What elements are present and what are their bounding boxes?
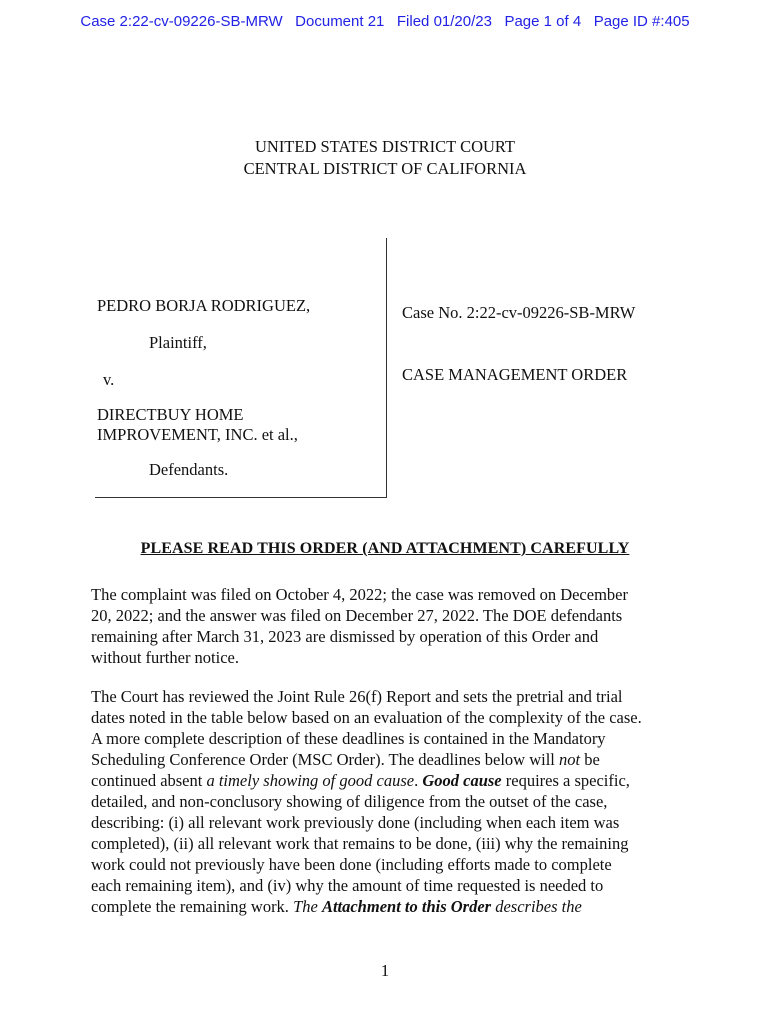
versus-label: v.	[103, 370, 115, 389]
paragraph-line: A more complete description of these deadlines is contained in the Mandatory	[91, 729, 606, 748]
paragraph-line: describing: (i) all relevant work previously done (including when each item was	[91, 813, 620, 832]
text-run: continued absent	[91, 771, 207, 790]
emphasis-timely-showing: a timely showing of good cause	[206, 771, 415, 790]
emphasis-attachment: Attachment to this Order	[321, 897, 492, 916]
emphasis-good-cause: Good cause	[422, 771, 502, 790]
caption-bottom-rule	[95, 497, 387, 498]
defendant-name-line-2: IMPROVEMENT, INC. et al.,	[97, 425, 298, 444]
defendant-role: Defendants.	[149, 460, 229, 479]
paragraph-line	[91, 896, 691, 917]
paragraph-procedural-history	[91, 584, 691, 668]
text-run: Scheduling Conference Order (MSC Order). The deadlines below will	[91, 750, 559, 769]
text-run: be	[580, 750, 600, 769]
paragraph-line: remaining after March 31, 2023 are dismissed by operation of this Order and	[91, 627, 599, 646]
paragraph-line: 20, 2022; and the answer was filed on December 27, 2022. The DOE defendants	[91, 606, 623, 625]
page-number: 1	[380, 961, 390, 980]
case-number: Case No. 2:22-cv-09226-SB-MRW	[402, 303, 636, 322]
paragraph-line	[91, 749, 691, 770]
defendant-name-line-1: DIRECTBUY HOME	[97, 405, 244, 424]
caption-vertical-rule	[386, 238, 387, 497]
text-run: describes the	[491, 897, 582, 916]
court-name	[0, 136, 770, 180]
paragraph-line: dates noted in the table below based on an evaluation of the complexity of the case.	[91, 708, 642, 727]
paragraph-line: The Court has reviewed the Joint Rule 26(f) Report and sets the pretrial and trial	[91, 687, 623, 706]
text-run: complete the remaining work.	[91, 897, 294, 916]
text-run: The	[293, 897, 322, 916]
emphasis-not: not	[559, 750, 581, 769]
paragraph-line: completed), (ii) all relevant work that remains to be done, (iii) why the remaining	[91, 834, 629, 853]
document-title: CASE MANAGEMENT ORDER	[402, 365, 628, 384]
paragraph-line: each remaining item), and (iv) why the amount of time requested is needed to	[91, 876, 604, 895]
text-run: .	[414, 771, 423, 790]
plaintiff-role: Plaintiff,	[149, 333, 207, 352]
paragraph-line	[91, 770, 691, 791]
text-run: requires a specific,	[501, 771, 630, 790]
court-line-2: CENTRAL DISTRICT OF CALIFORNIA	[243, 159, 527, 178]
paragraph-line: without further notice.	[91, 648, 240, 667]
plaintiff-name: PEDRO BORJA RODRIGUEZ,	[97, 296, 311, 315]
court-line-1: UNITED STATES DISTRICT COURT	[254, 137, 515, 156]
ecf-filing-header: Case 2:22-cv-09226-SB-MRW Document 21 Filed 01/20/23 Page 1 of 4 Page ID #:405	[80, 13, 690, 30]
paragraph-schedule-description	[91, 686, 691, 917]
paragraph-line: The complaint was filed on October 4, 2022; the case was removed on December	[91, 585, 628, 604]
paragraph-line: detailed, and non-conclusory showing of diligence from the outset of the case,	[91, 792, 608, 811]
order-heading: PLEASE READ THIS ORDER (AND ATTACHMENT) CAREFULLY	[140, 540, 630, 557]
paragraph-line: work could not previously have been done (including efforts made to complete	[91, 855, 612, 874]
